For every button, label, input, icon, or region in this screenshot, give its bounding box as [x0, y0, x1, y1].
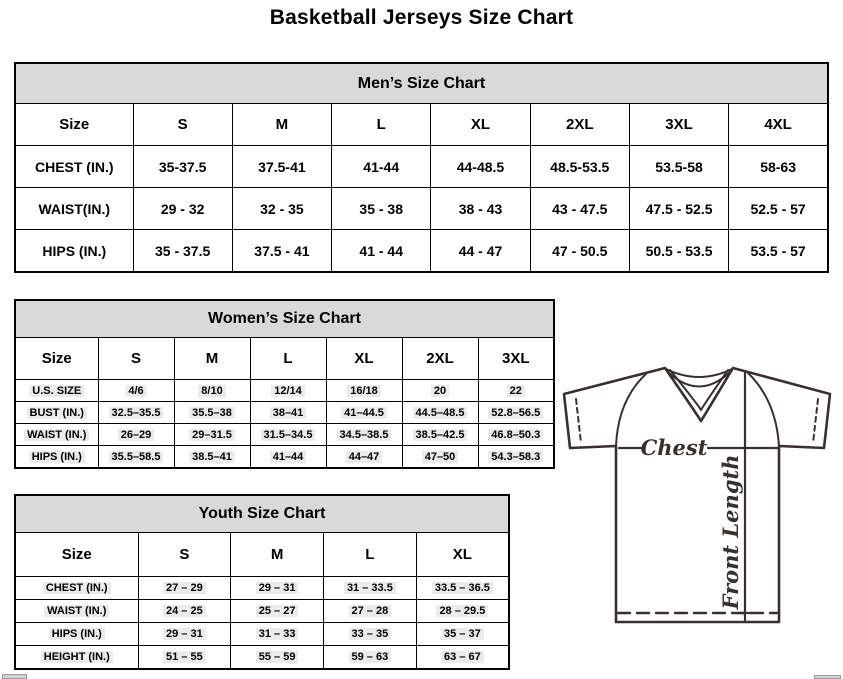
cell-value-text: 22 — [507, 385, 525, 397]
horizontal-scrollbar-right-fragment[interactable] — [814, 675, 841, 679]
youth-waist-value — [231, 600, 324, 623]
mens-hips-value: 53.5 - 57 — [729, 230, 828, 273]
cell-value-text: 35 – 37 — [441, 628, 484, 640]
cell-value-text: 31 – 33 — [256, 628, 299, 640]
row-label-text: CHEST (IN.) — [43, 582, 111, 594]
cell-value-text: 20 — [431, 385, 449, 397]
youth-chest-value — [324, 577, 417, 600]
youth-height-value — [138, 646, 231, 670]
mens-chest-value: 41-44 — [332, 146, 431, 188]
youth-hips-value — [324, 623, 417, 646]
youth-hips-value — [231, 623, 324, 646]
youth-size-corner-header: Size — [15, 533, 138, 577]
cell-value-text: 47–50 — [422, 451, 459, 463]
womens-us-size-value — [98, 380, 174, 402]
cell-value-text: 4/6 — [125, 385, 146, 397]
youth-waist-value — [324, 600, 417, 623]
cell-value-text: 12/14 — [271, 385, 305, 397]
cell-value-text: 26–29 — [118, 429, 155, 441]
womens-waist-value — [326, 424, 402, 446]
cell-value-text: 52.8–56.5 — [488, 407, 543, 419]
cell-value-text: 31.5–34.5 — [261, 429, 316, 441]
womens-waist-value — [402, 424, 478, 446]
youth-chest-value — [138, 577, 231, 600]
womens-bust-value — [98, 402, 174, 424]
row-label-text: WAIST (IN.) — [24, 429, 89, 441]
womens-row-label-bust — [15, 402, 98, 424]
womens-size-col-xl: XL — [326, 338, 402, 380]
row-label-text: HIPS (IN.) — [49, 628, 105, 640]
youth-height-value — [324, 646, 417, 670]
youth-height-value — [231, 646, 324, 670]
womens-us-size-value — [326, 380, 402, 402]
youth-row-label-waist — [15, 600, 138, 623]
mens-chest-value: 48.5-53.5 — [530, 146, 629, 188]
cell-value-text: 29 – 31 — [163, 628, 206, 640]
jersey-sleeve-stitch-left — [576, 399, 581, 443]
womens-waist-value — [250, 424, 326, 446]
mens-waist-value: 47.5 - 52.5 — [629, 188, 728, 230]
womens-size-col-s: S — [98, 338, 174, 380]
cell-value-text: 16/18 — [347, 385, 381, 397]
cell-value-text: 29–31.5 — [189, 429, 235, 441]
youth-size-col-s: S — [138, 533, 231, 577]
mens-row-label-hips: HIPS (IN.) — [15, 230, 133, 273]
womens-hips-value — [98, 446, 174, 469]
mens-chest-value: 35-37.5 — [133, 146, 232, 188]
mens-hips-value: 41 - 44 — [332, 230, 431, 273]
cell-value-text: 54.3–58.3 — [488, 451, 543, 463]
row-label-text: BUST (IN.) — [27, 407, 87, 419]
womens-waist-value — [174, 424, 250, 446]
youth-table-title: Youth Size Chart — [15, 495, 509, 533]
cell-value-text: 55 – 59 — [256, 651, 299, 663]
cell-value-text: 63 – 67 — [441, 651, 484, 663]
cell-value-text: 44–47 — [346, 451, 383, 463]
womens-size-col-3xl: 3XL — [478, 338, 554, 380]
mens-waist-value: 43 - 47.5 — [530, 188, 629, 230]
womens-size-col-l: L — [250, 338, 326, 380]
mens-hips-value: 47 - 50.5 — [530, 230, 629, 273]
womens-row-label-hips — [15, 446, 98, 469]
mens-size-corner-header: Size — [15, 104, 133, 146]
mens-hips-value: 44 - 47 — [431, 230, 530, 273]
womens-hips-value — [478, 446, 554, 469]
cell-value-text: 35.5–58.5 — [109, 451, 164, 463]
cell-value-text: 33.5 – 36.5 — [432, 582, 493, 594]
youth-size-col-m: M — [231, 533, 324, 577]
womens-table-title: Women’s Size Chart — [15, 300, 554, 338]
cell-value-text: 41–44 — [270, 451, 307, 463]
mens-size-chart-table — [14, 62, 829, 273]
womens-bust-value — [326, 402, 402, 424]
womens-size-chart-table — [14, 299, 555, 469]
womens-hips-value — [174, 446, 250, 469]
womens-hips-value — [402, 446, 478, 469]
front-length-label: Front Length — [718, 454, 743, 610]
mens-waist-value: 29 - 32 — [133, 188, 232, 230]
cell-value-text: 28 – 29.5 — [436, 605, 488, 617]
womens-bust-value — [402, 402, 478, 424]
youth-height-value — [416, 646, 509, 670]
youth-hips-value — [416, 623, 509, 646]
womens-us-size-value — [250, 380, 326, 402]
horizontal-scrollbar-left-fragment[interactable] — [2, 674, 27, 679]
womens-waist-value — [478, 424, 554, 446]
youth-size-chart-table — [14, 494, 510, 670]
youth-chest-value — [416, 577, 509, 600]
mens-size-col-4xl: 4XL — [729, 104, 828, 146]
mens-chest-value: 58-63 — [729, 146, 828, 188]
mens-hips-value: 37.5 - 41 — [232, 230, 331, 273]
mens-size-col-m: M — [232, 104, 331, 146]
row-label-text: WAIST (IN.) — [44, 605, 109, 617]
womens-bust-value — [174, 402, 250, 424]
womens-hips-value — [326, 446, 402, 469]
womens-us-size-value — [174, 380, 250, 402]
womens-us-size-value — [478, 380, 554, 402]
row-label-text: HIPS (IN.) — [29, 451, 85, 463]
cell-value-text: 38.5–41 — [189, 451, 235, 463]
youth-row-label-hips — [15, 623, 138, 646]
mens-size-col-xl: XL — [431, 104, 530, 146]
mens-size-col-3xl: 3XL — [629, 104, 728, 146]
womens-bust-value — [250, 402, 326, 424]
youth-row-label-chest — [15, 577, 138, 600]
cell-value-text: 25 – 27 — [256, 605, 299, 617]
mens-waist-value: 52.5 - 57 — [729, 188, 828, 230]
row-label-text: U.S. SIZE — [29, 385, 84, 397]
jersey-sleeve-stitch-right — [813, 399, 818, 443]
cell-value-text: 46.8–50.3 — [488, 429, 543, 441]
cell-value-text: 27 – 29 — [163, 582, 206, 594]
cell-value-text: 59 – 63 — [349, 651, 392, 663]
cell-value-text: 31 – 33.5 — [344, 582, 396, 594]
youth-hips-value — [138, 623, 231, 646]
jersey-armhole-right — [748, 373, 779, 446]
womens-size-col-2xl: 2XL — [402, 338, 478, 380]
cell-value-text: 34.5–38.5 — [337, 429, 392, 441]
cell-value-text: 32.5–35.5 — [109, 407, 164, 419]
page-title: Basketball Jerseys Size Chart — [269, 6, 574, 29]
cell-value-text: 44.5–48.5 — [413, 407, 468, 419]
jersey-outline — [564, 368, 830, 622]
mens-chest-value: 44-48.5 — [431, 146, 530, 188]
jersey-measurement-diagram — [552, 352, 842, 647]
chest-label: Chest — [640, 435, 708, 460]
cell-value-text: 38–41 — [270, 407, 307, 419]
mens-row-label-chest: CHEST (IN.) — [15, 146, 133, 188]
mens-hips-value: 50.5 - 53.5 — [629, 230, 728, 273]
cell-value-text: 24 – 25 — [163, 605, 206, 617]
womens-waist-value — [98, 424, 174, 446]
womens-size-corner-header: Size — [15, 338, 98, 380]
jersey-diagram-svg — [552, 352, 842, 647]
cell-value-text: 29 – 31 — [256, 582, 299, 594]
womens-row-label-us-size — [15, 380, 98, 402]
mens-size-col-s: S — [133, 104, 232, 146]
mens-waist-value: 35 - 38 — [332, 188, 431, 230]
mens-waist-value: 32 - 35 — [232, 188, 331, 230]
womens-size-col-m: M — [174, 338, 250, 380]
cell-value-text: 8/10 — [198, 385, 225, 397]
mens-chest-value: 37.5-41 — [232, 146, 331, 188]
youth-row-label-height — [15, 646, 138, 670]
youth-size-col-xl: XL — [416, 533, 509, 577]
youth-size-col-l: L — [324, 533, 417, 577]
cell-value-text: 38.5–42.5 — [413, 429, 468, 441]
womens-us-size-value — [402, 380, 478, 402]
mens-hips-value: 35 - 37.5 — [133, 230, 232, 273]
mens-table-title: Men’s Size Chart — [15, 63, 828, 104]
mens-waist-value: 38 - 43 — [431, 188, 530, 230]
youth-waist-value — [138, 600, 231, 623]
cell-value-text: 33 – 35 — [349, 628, 392, 640]
mens-size-col-l: L — [332, 104, 431, 146]
cell-value-text: 35.5–38 — [189, 407, 235, 419]
womens-hips-value — [250, 446, 326, 469]
youth-waist-value — [416, 600, 509, 623]
mens-chest-value: 53.5-58 — [629, 146, 728, 188]
cell-value-text: 27 – 28 — [349, 605, 392, 617]
mens-size-col-2xl: 2XL — [530, 104, 629, 146]
womens-bust-value — [478, 402, 554, 424]
mens-row-label-waist: WAIST(IN.) — [15, 188, 133, 230]
womens-row-label-waist — [15, 424, 98, 446]
row-label-text: HEIGHT (IN.) — [41, 651, 113, 663]
youth-chest-value — [231, 577, 324, 600]
cell-value-text: 51 – 55 — [163, 651, 206, 663]
cell-value-text: 41–44.5 — [341, 407, 387, 419]
